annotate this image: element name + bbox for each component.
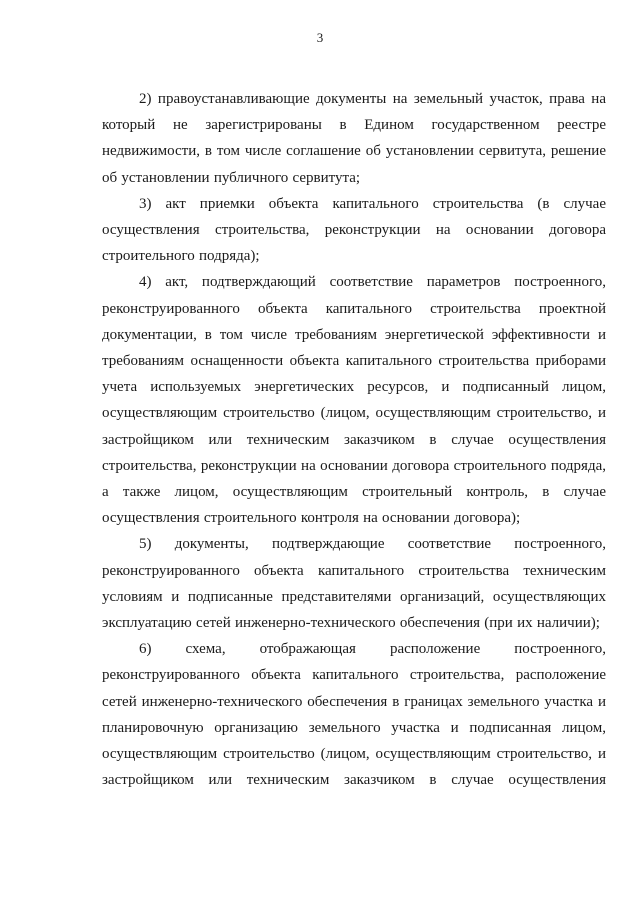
- list-item-5: 5) документы, подтверждающие соответствие построенного, реконструированного объекта капитального строительства техническим условиям и подписанные представителями организаций, осуществляющих эксплуатацию сетей инженерно-технического обеспечения (при их наличии);: [102, 536, 606, 632]
- document-body: [102, 86, 606, 793]
- list-item-6: 6) схема, отображающая расположение построенного, реконструированного объекта капитального строительства, расположение сетей инженерно-технического обеспечения в границах земельного участка и планировочную организацию земельного участка и подписанная лицом, осуществляющим строительство (лицом, осуществляющим строительство, и застройщиком или техническим заказчиком в случае осуществления: [102, 641, 606, 789]
- list-item-3: 3) акт приемки объекта капитального строительства (в случае осуществления строительства, реконструкции на основании договора строительного подряда);: [102, 195, 606, 265]
- list-item-2: 2) правоустанавливающие документы на земельный участок, права на который не зарегистрированы в Едином государственном реестре недвижимости, в том числе соглашение об установлении сервитута, решение об установлении публичного сервитута;: [102, 91, 606, 186]
- page-number: 3: [316, 30, 324, 45]
- list-item-4: 4) акт, подтверждающий соответствие параметров построенного, реконструированного объекта капитального строительства проектной документации, в том числе требованиям энергетической эффективности и требованиям оснащенности объекта капитального строительства приборами учета используемых энергетических ресурсов, и подписанный лицом, осуществляющим строительство (лицом, осуществляющим строительство, и застройщиком или техническим заказчиком в случае осуществления строительства, реконструкции на основании договора строительного подряда, а также лицом, осуществляющим строительный контроль, в случае осуществления строительного контроля на основании договора);: [102, 274, 606, 527]
